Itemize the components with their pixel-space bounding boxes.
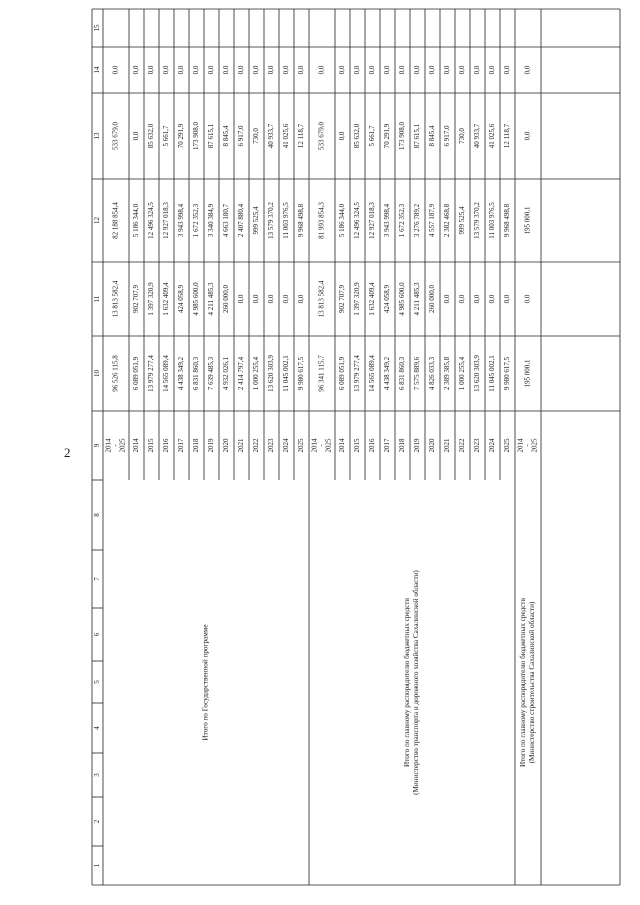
column-header-7: 7: [93, 577, 102, 581]
value-cell-local: 173 908,0: [398, 122, 407, 150]
year-cell: 2014: [516, 438, 525, 453]
year-cell: 2014: [132, 438, 141, 453]
value-cell-regional: 3 943 998,4: [177, 203, 186, 238]
value-cell-federal: 1 397 320,9: [147, 282, 156, 316]
value-cell-total: 7 575 889,6: [413, 356, 422, 391]
value-cell-federal: 0,0: [473, 294, 482, 304]
value-cell-total: 13 620 303,9: [267, 355, 276, 392]
value-cell-local: 8 845,4: [428, 125, 437, 147]
value-cell-total: 6 831 860,3: [398, 356, 407, 391]
year-cell: 2022: [458, 438, 467, 453]
year-cell: 2020: [428, 438, 437, 453]
value-cell-total: 96 341 115,7: [317, 355, 326, 392]
value-cell-local: 0,0: [132, 131, 141, 141]
year-cell: 2024: [488, 438, 497, 453]
value-cell-other: 0,0: [222, 65, 231, 75]
value-cell-other: 0,0: [428, 65, 437, 75]
value-cell-federal: 0,0: [237, 294, 246, 304]
value-cell-local: 12 118,7: [503, 123, 512, 149]
value-cell-total: 6 089 051,9: [132, 356, 141, 391]
value-cell-federal: 0,0: [503, 294, 512, 304]
value-cell-regional: 4 663 180,7: [222, 203, 231, 238]
value-cell-total: 11 045 002,1: [488, 355, 497, 392]
value-cell-other: 0,0: [473, 65, 482, 75]
value-cell-local: 173 908,0: [192, 122, 201, 150]
value-cell-regional: 5 186 344,0: [132, 203, 141, 238]
value-cell-total: 9 980 617,5: [297, 356, 306, 391]
value-cell-other: 0,0: [192, 65, 201, 75]
section-title: (Министерство строительства Сахалинской области): [528, 601, 537, 764]
value-cell-total: 2 414 797,4: [237, 356, 246, 391]
value-cell-other: 0,0: [383, 65, 392, 75]
value-cell-total: 96 526 115,8: [111, 355, 120, 392]
value-cell-total: 2 389 385,8: [443, 356, 452, 391]
year-cell: 2020: [222, 438, 231, 453]
value-cell-other: 0,0: [398, 65, 407, 75]
value-cell-total: 13 979 277,4: [353, 355, 362, 392]
value-cell-federal: 0,0: [523, 294, 532, 304]
value-cell-federal: 0,0: [282, 294, 291, 304]
year-cell: 2018: [398, 438, 407, 453]
value-cell-other: 0,0: [488, 65, 497, 75]
section-title: Итого по Государственной программе: [201, 624, 210, 741]
value-cell-local: 533 679,0: [317, 122, 326, 150]
value-cell-regional: 9 968 498,8: [297, 203, 306, 238]
value-cell-regional: 5 186 344,0: [338, 203, 347, 238]
value-cell-total: 7 639 485,3: [207, 356, 216, 391]
value-cell-local: 0,0: [523, 131, 532, 141]
section-title: Итого по главному распорядителю бюджетных средств: [519, 598, 528, 767]
value-cell-local: 730,0: [252, 128, 261, 144]
year-cell: 2025: [530, 438, 539, 453]
value-cell-federal: 0,0: [458, 294, 467, 304]
value-cell-regional: 12 927 018,3: [368, 202, 377, 239]
value-cell-total: 14 565 089,4: [368, 355, 377, 392]
year-cell: 2024: [282, 438, 291, 453]
value-cell-regional: 12 496 324,5: [147, 202, 156, 239]
value-cell-other: 0,0: [503, 65, 512, 75]
value-cell-federal: 902 707,9: [338, 285, 347, 313]
value-cell-local: 533 679,0: [111, 122, 120, 150]
year-cell: 2019: [413, 438, 422, 453]
value-cell-local: 40 933,7: [267, 123, 276, 149]
value-cell-local: 5 661,7: [162, 125, 171, 147]
value-cell-federal: 4 985 600,0: [398, 282, 407, 316]
section-title: Итого по главному распорядителю бюджетных средств: [403, 598, 412, 767]
year-cell-dash: -: [111, 444, 120, 447]
value-cell-federal: 424 058,9: [177, 285, 186, 313]
column-header-8: 8: [93, 513, 102, 517]
value-cell-total: 1 000 255,4: [252, 356, 261, 391]
year-cell: 2018: [192, 438, 201, 453]
value-cell-regional: 3 276 789,2: [413, 203, 422, 238]
value-cell-regional: 13 579 370,2: [473, 202, 482, 239]
year-cell: 2014: [104, 438, 113, 453]
value-cell-local: 40 933,7: [473, 123, 482, 149]
column-header-15: 15: [93, 24, 102, 32]
year-cell: 2015: [353, 438, 362, 453]
value-cell-local: 85 632,0: [353, 123, 362, 149]
year-cell: 2019: [207, 438, 216, 453]
value-cell-other: 0,0: [267, 65, 276, 75]
year-cell: 2025: [324, 438, 333, 453]
value-cell-local: 41 025,6: [488, 123, 497, 149]
value-cell-other: 0,0: [111, 65, 120, 75]
value-cell-regional: 2 382 468,8: [443, 203, 452, 238]
year-cell: 2017: [177, 438, 186, 453]
value-cell-regional: 11 003 976,5: [488, 202, 497, 239]
value-cell-total: 4 932 026,1: [222, 356, 231, 391]
value-cell-federal: 1 632 409,4: [162, 282, 171, 316]
value-cell-federal: 4 211 485,3: [413, 282, 422, 316]
value-cell-local: 41 025,6: [282, 123, 291, 149]
value-cell-total: 13 620 303,9: [473, 355, 482, 392]
column-header-5: 5: [93, 680, 102, 684]
year-cell: 2015: [147, 438, 156, 453]
value-cell-local: 6 917,0: [443, 125, 452, 147]
value-cell-local: 6 917,0: [237, 125, 246, 147]
value-cell-local: 8 845,4: [222, 125, 231, 147]
year-cell: 2017: [383, 438, 392, 453]
year-cell: 2023: [267, 438, 276, 453]
value-cell-regional: 999 525,4: [252, 206, 261, 235]
value-cell-federal: 0,0: [267, 294, 276, 304]
column-header-4: 4: [93, 726, 102, 730]
value-cell-regional: 1 672 352,3: [398, 203, 407, 238]
value-cell-local: 70 291,9: [177, 123, 186, 149]
value-cell-other: 0,0: [353, 65, 362, 75]
year-cell: 2025: [297, 438, 306, 453]
value-cell-other: 0,0: [147, 65, 156, 75]
column-header-11: 11: [93, 295, 102, 303]
value-cell-federal: 0,0: [297, 294, 306, 304]
value-cell-regional: 3 943 998,4: [383, 203, 392, 238]
value-cell-other: 0,0: [317, 65, 326, 75]
value-cell-local: 730,0: [458, 128, 467, 144]
column-header-12: 12: [93, 217, 102, 224]
value-cell-other: 0,0: [132, 65, 141, 75]
column-header-3: 3: [93, 773, 102, 777]
value-cell-regional: 12 496 324,5: [353, 202, 362, 239]
value-cell-other: 0,0: [297, 65, 306, 75]
value-cell-federal: 902 707,9: [132, 285, 141, 313]
value-cell-regional: 9 968 498,8: [503, 203, 512, 238]
year-cell: 2025: [503, 438, 512, 453]
column-header-1: 1: [93, 863, 102, 868]
value-cell-federal: 13 813 582,4: [111, 280, 120, 318]
value-cell-federal: 0,0: [252, 294, 261, 304]
value-cell-other: 0,0: [338, 65, 347, 75]
value-cell-total: 6 089 051,9: [338, 356, 347, 391]
value-cell-total: 13 979 277,4: [147, 355, 156, 392]
value-cell-other: 0,0: [177, 65, 186, 75]
column-header-6: 6: [93, 632, 102, 637]
year-cell-dash: -: [317, 444, 326, 447]
value-cell-total: 11 045 002,1: [282, 355, 291, 392]
value-cell-federal: 4 985 600,0: [192, 282, 201, 316]
value-cell-regional: 81 993 854,3: [317, 202, 326, 239]
value-cell-regional: 13 579 370,2: [267, 202, 276, 239]
value-cell-regional: 195 000,1: [523, 206, 532, 235]
value-cell-total: 4 438 349,2: [177, 356, 186, 391]
value-cell-other: 0,0: [458, 65, 467, 75]
value-cell-other: 0,0: [282, 65, 291, 75]
value-cell-federal: 260 000,0: [222, 285, 231, 313]
value-cell-local: 85 632,0: [147, 123, 156, 149]
year-cell: 2014: [310, 438, 319, 453]
value-cell-regional: 3 340 384,9: [207, 203, 216, 238]
column-header-9: 9: [93, 443, 102, 448]
value-cell-local: 12 118,7: [297, 123, 306, 149]
value-cell-other: 0,0: [443, 65, 452, 75]
value-cell-other: 0,0: [368, 65, 377, 75]
year-cell-dash: -: [523, 444, 532, 447]
value-cell-regional: 12 927 018,3: [162, 202, 171, 239]
value-cell-regional: 1 672 352,3: [192, 203, 201, 238]
value-cell-federal: 1 397 320,9: [353, 282, 362, 316]
value-cell-local: 5 661,7: [368, 125, 377, 147]
value-cell-other: 0,0: [252, 65, 261, 75]
value-cell-federal: 0,0: [488, 294, 497, 304]
value-cell-total: 1 000 255,4: [458, 356, 467, 391]
value-cell-total: 195 000,1: [523, 359, 532, 388]
column-header-10: 10: [93, 370, 102, 377]
value-cell-other: 0,0: [207, 65, 216, 75]
value-cell-local: 87 615,1: [413, 123, 422, 149]
year-cell: 2025: [118, 438, 127, 453]
value-cell-federal: 4 211 485,3: [207, 282, 216, 316]
value-cell-other: 0,0: [523, 65, 532, 75]
value-cell-federal: 260 000,0: [428, 285, 437, 313]
value-cell-federal: 0,0: [443, 294, 452, 304]
value-cell-regional: 4 557 187,9: [428, 203, 437, 238]
year-cell: 2016: [162, 438, 171, 453]
year-cell: 2022: [252, 438, 261, 453]
value-cell-federal: 1 632 409,4: [368, 282, 377, 316]
year-cell: 2021: [443, 438, 452, 453]
value-cell-federal: 424 058,9: [383, 285, 392, 313]
column-header-2: 2: [93, 819, 102, 824]
year-cell: 2014: [338, 438, 347, 453]
value-cell-total: 14 565 089,4: [162, 355, 171, 392]
value-cell-total: 4 826 033,3: [428, 356, 437, 391]
year-cell: 2016: [368, 438, 377, 453]
value-cell-other: 0,0: [413, 65, 422, 75]
year-cell: 2021: [237, 438, 246, 453]
value-cell-regional: 82 188 854,4: [111, 202, 120, 239]
column-header-13: 13: [93, 132, 102, 140]
value-cell-regional: 999 525,4: [458, 206, 467, 235]
page-number: 2: [64, 445, 71, 460]
value-cell-total: 9 980 617,5: [503, 356, 512, 391]
value-cell-local: 0,0: [338, 131, 347, 141]
column-header-14: 14: [93, 66, 102, 74]
value-cell-total: 4 438 349,2: [383, 356, 392, 391]
value-cell-other: 0,0: [162, 65, 171, 75]
value-cell-other: 0,0: [237, 65, 246, 75]
value-cell-total: 6 831 860,3: [192, 356, 201, 391]
section-title: (Министерство транспорта и дорожного хозяйства Сахалинской области): [412, 570, 421, 795]
year-cell: 2023: [473, 438, 482, 453]
value-cell-regional: 2 407 880,4: [237, 203, 246, 238]
value-cell-regional: 11 003 976,5: [282, 202, 291, 239]
value-cell-local: 87 615,1: [207, 123, 216, 149]
value-cell-federal: 13 813 582,4: [317, 280, 326, 318]
value-cell-local: 70 291,9: [383, 123, 392, 149]
